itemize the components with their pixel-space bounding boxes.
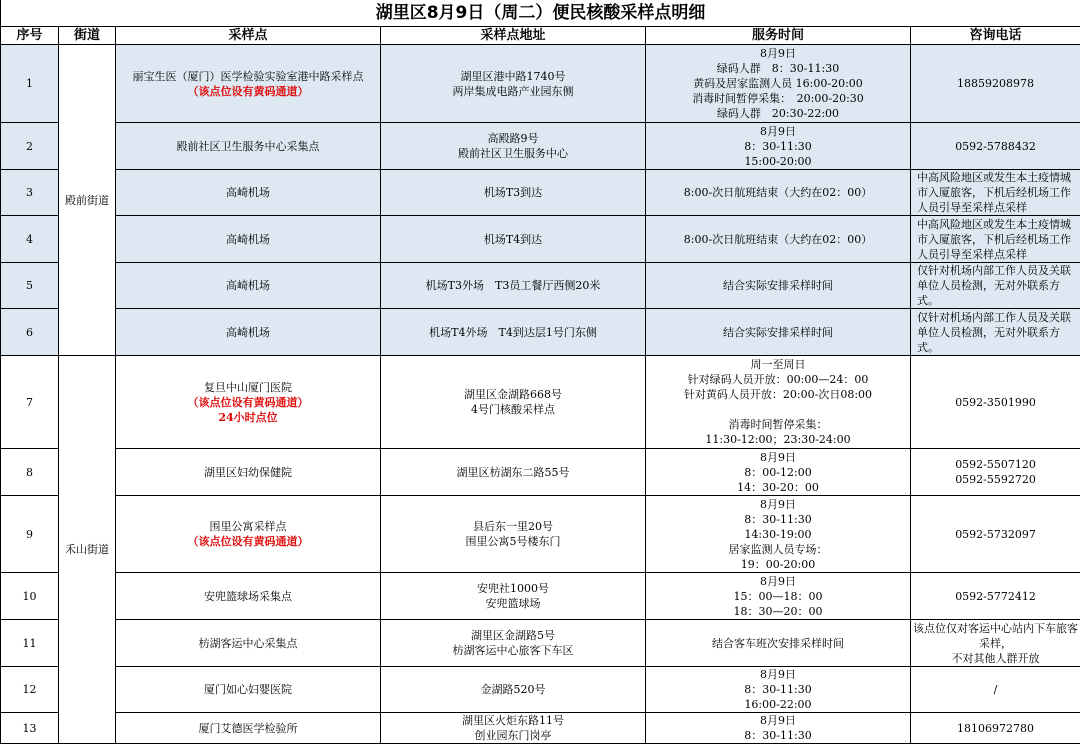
time-cell: 8月9日 8：30-11:30 16:00-22:00 — [646, 667, 911, 713]
row-no: 10 — [1, 573, 59, 620]
address-cell: 金湖路520号 — [381, 667, 646, 713]
site-cell — [116, 45, 381, 123]
address-cell: 县后东一里20号 围里公寓5号楼东门 — [381, 496, 646, 573]
row-no: 6 — [1, 309, 59, 356]
table-row — [1, 667, 1080, 713]
address-cell: 湖里区金湖路668号 4号门核酸采样点 — [381, 356, 646, 449]
phone-cell: 中高风险地区或发生本土疫情城市入厦旅客，下机后经机场工作人员引导至采样点采样 — [911, 170, 1080, 216]
header-address: 采样点地址 — [381, 27, 646, 45]
yellow-code-note: （该点位设有黄码通道） — [118, 395, 378, 410]
24h-note: 24小时点位 — [118, 410, 378, 425]
table-row — [1, 573, 1080, 620]
time-cell: 8月9日 8：30-11:30 15:00-20:00 — [646, 123, 911, 170]
page-title: 湖里区8月9日（周二）便民核酸采样点明细 — [1, 0, 1080, 27]
address-cell: 湖里区港中路1740号 两岸集成电路产业园东侧 — [381, 45, 646, 123]
row-no: 12 — [1, 667, 59, 713]
header-no: 序号 — [1, 27, 59, 45]
table-row — [1, 356, 1080, 449]
site-cell: 高崎机场 — [116, 216, 381, 263]
table-row — [1, 309, 1080, 356]
time-cell: 周一至周日 针对绿码人员开放：00:00—24：00 针对黄码人员开放：20:00-次日08:00 消毒时间暂停采集： 11:30-12:00；23:30-24:00 — [646, 356, 911, 449]
time-cell: 结合实际安排采样时间 — [646, 309, 911, 356]
time-cell: 8月9日 8：30-11:30 14:30-19:00 居家监测人员专场： 19：00-20:00 — [646, 496, 911, 573]
row-no: 1 — [1, 45, 59, 123]
site-cell: 高崎机场 — [116, 309, 381, 356]
site-name: 丽宝生医（厦门）医学检验实验室港中路采样点 — [118, 69, 378, 84]
row-no: 11 — [1, 620, 59, 667]
time-cell: 8月9日 15：00—18：00 18：30—20：00 — [646, 573, 911, 620]
table-row — [1, 263, 1080, 309]
row-no: 9 — [1, 496, 59, 573]
header-phone: 咨询电话 — [911, 27, 1080, 45]
site-cell: 安兜篮球场采集点 — [116, 573, 381, 620]
site-cell — [116, 356, 381, 449]
time-cell: 8月9日 绿码人群 8：30-11:30 黄码及居家监测人员 16:00-20:00 消毒时间暂停采集： 20:00-20:30 绿码人群 20:30-22:00 — [646, 45, 911, 123]
address-cell: 高殿路9号 殿前社区卫生服务中心 — [381, 123, 646, 170]
site-cell — [116, 496, 381, 573]
site-cell: 厦门艾德医学检验所 — [116, 713, 381, 744]
time-cell: 8:00-次日航班结束（大约在02：00） — [646, 170, 911, 216]
phone-cell: 该点位仅对客运中心站内下车旅客采样， 不对其他人群开放 — [911, 620, 1080, 667]
time-cell: 8月9日 8：00-12:00 14：30-20：00 — [646, 449, 911, 496]
address-cell: 机场T4外场 T4到达层1号门东侧 — [381, 309, 646, 356]
site-cell: 湖里区妇幼保健院 — [116, 449, 381, 496]
yellow-code-note: （该点位设有黄码通道） — [118, 534, 378, 549]
time-cell: 结合实际安排采样时间 — [646, 263, 911, 309]
street-cell: 禾山街道 — [59, 356, 116, 744]
site-cell: 高崎机场 — [116, 263, 381, 309]
table-row — [1, 123, 1080, 170]
phone-cell: 仅针对机场内部工作人员及关联单位人员检测，无对外联系方式。 — [911, 309, 1080, 356]
phone-cell: 18106972780 — [911, 713, 1080, 744]
table-row — [1, 216, 1080, 263]
address-cell: 机场T3外场 T3员工餐厅西侧20米 — [381, 263, 646, 309]
table-row — [1, 713, 1080, 744]
row-no: 7 — [1, 356, 59, 449]
address-cell: 安兜社1000号 安兜篮球场 — [381, 573, 646, 620]
header-row — [1, 27, 1080, 45]
phone-cell: 中高风险地区或发生本土疫情城市入厦旅客，下机后经机场工作人员引导至采样点采样 — [911, 216, 1080, 263]
time-cell: 8:00-次日航班结束（大约在02：00） — [646, 216, 911, 263]
phone-cell: 0592-5732097 — [911, 496, 1080, 573]
yellow-code-note: （该点位设有黄码通道） — [118, 84, 378, 99]
row-no: 3 — [1, 170, 59, 216]
row-no: 8 — [1, 449, 59, 496]
header-street: 街道 — [59, 27, 116, 45]
row-no: 5 — [1, 263, 59, 309]
row-no: 13 — [1, 713, 59, 744]
address-cell: 机场T4到达 — [381, 216, 646, 263]
site-cell: 枋湖客运中心采集点 — [116, 620, 381, 667]
site-cell: 高崎机场 — [116, 170, 381, 216]
table-row — [1, 496, 1080, 573]
site-cell: 厦门如心妇婴医院 — [116, 667, 381, 713]
address-cell: 湖里区火炬东路11号 创业园东门岗亭 — [381, 713, 646, 744]
phone-cell: 仅针对机场内部工作人员及关联单位人员检测，无对外联系方式。 — [911, 263, 1080, 309]
street-cell: 殿前街道 — [59, 45, 116, 356]
site-name: 复旦中山厦门医院 — [118, 380, 378, 395]
row-no: 2 — [1, 123, 59, 170]
header-site: 采样点 — [116, 27, 381, 45]
address-cell: 湖里区金湖路5号 枋湖客运中心旅客下车区 — [381, 620, 646, 667]
row-no: 4 — [1, 216, 59, 263]
table-row — [1, 45, 1080, 123]
time-cell: 结合客车班次安排采样时间 — [646, 620, 911, 667]
address-cell: 机场T3到达 — [381, 170, 646, 216]
phone-cell: 18859208978 — [911, 45, 1080, 123]
phone-cell: 0592-5772412 — [911, 573, 1080, 620]
header-service-time: 服务时间 — [646, 27, 911, 45]
address-cell: 湖里区枋湖东二路55号 — [381, 449, 646, 496]
site-cell: 殿前社区卫生服务中心采集点 — [116, 123, 381, 170]
phone-cell: 0592-5507120 0592-5592720 — [911, 449, 1080, 496]
table-row — [1, 449, 1080, 496]
phone-cell: / — [911, 667, 1080, 713]
site-name: 围里公寓采样点 — [118, 519, 378, 534]
phone-cell: 0592-5788432 — [911, 123, 1080, 170]
table-row — [1, 620, 1080, 667]
table-row — [1, 170, 1080, 216]
time-cell: 8月9日 8：30-11:30 — [646, 713, 911, 744]
phone-cell: 0592-3501990 — [911, 356, 1080, 449]
